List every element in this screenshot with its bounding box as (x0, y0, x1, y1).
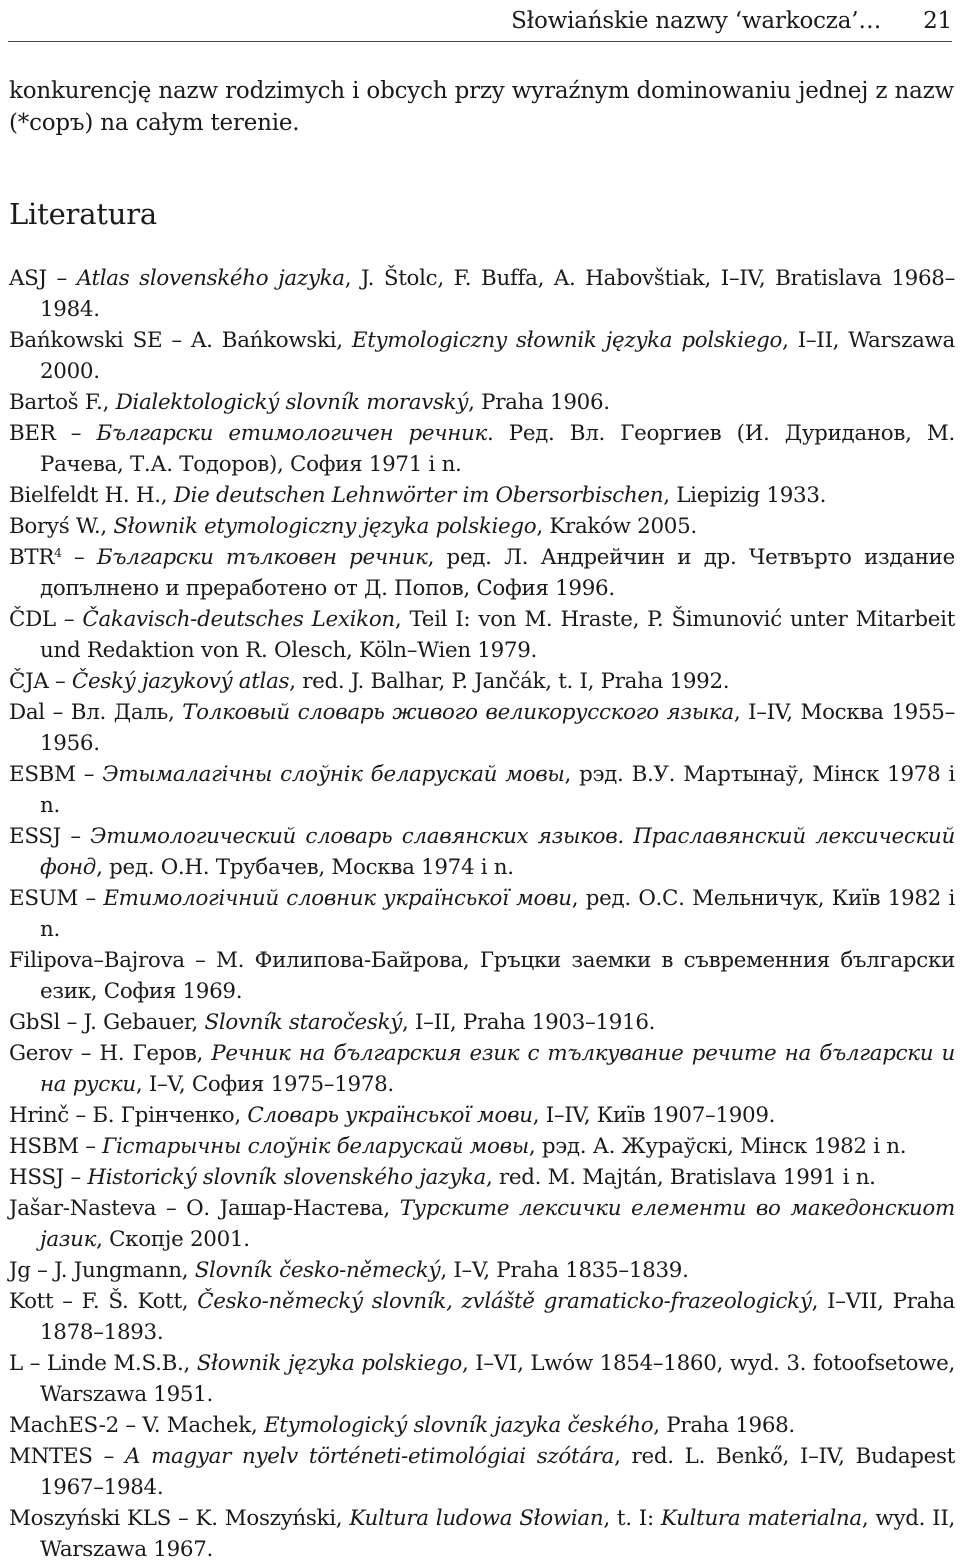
bib-author: F. Š. Kott, (81, 1289, 198, 1314)
bib-details: , Kraków 2005. (536, 514, 697, 539)
bib-title: Етимологічний словник української мови (103, 886, 572, 911)
bib-separator: – (55, 607, 83, 632)
bib-title: Речник на българския език с тълкувание речите на български и на руски (40, 1041, 955, 1097)
bib-details: , Liepizig 1933. (663, 483, 827, 508)
bib-entry (9, 511, 955, 542)
bib-separator: – (60, 824, 91, 849)
bib-entry (9, 480, 955, 511)
bib-title: Słownik języka polskiego (196, 1351, 462, 1376)
bib-author: Н. Геров, (99, 1041, 212, 1066)
bib-separator: – (68, 1103, 93, 1128)
bib-separator: – (48, 669, 72, 694)
running-header (0, 0, 952, 42)
bib-author: V. Machek, (142, 1413, 264, 1438)
bib-title: Etymologiczny słownik języka polskiego (351, 328, 783, 353)
bib-details: , I–II, Praha 1903–1916. (402, 1010, 656, 1035)
bib-entry (9, 1348, 955, 1410)
bib-title: Historický slovník slovenského jazyka (87, 1165, 486, 1190)
bib-separator: – (170, 1506, 196, 1531)
section-heading: Literatura (9, 197, 157, 231)
bib-details: , ред. О.Н. Трубачев, Москва 1974 i n. (96, 855, 514, 880)
bib-abbreviation: Bańkowski SE (9, 328, 163, 353)
bib-author: Linde M.S.B., (46, 1351, 197, 1376)
bib-details: , red. L. Benkő, I–IV, Budapest 1967–1984. (40, 1444, 956, 1500)
bib-title: Etymologický slovník jazyka českého (263, 1413, 654, 1438)
bib-entry (9, 325, 955, 387)
bib-entry (9, 1255, 955, 1286)
bib-title: Български етимологичен речник (96, 421, 487, 446)
bib-separator: – (61, 545, 97, 570)
bib-title: Этимологический словарь славянских языков. Праславянский лексический фонд (40, 824, 955, 880)
bib-author: A. Bańkowski, (190, 328, 352, 353)
bib-entry (9, 821, 955, 883)
bib-entry (9, 1162, 955, 1193)
bib-entry (9, 604, 955, 666)
bib-separator: – (72, 1041, 100, 1066)
bib-separator: – (63, 1165, 88, 1190)
bib-entry (9, 387, 955, 418)
bib-details: , рэд. А. Жураўскі, Мінск 1982 i n. (528, 1134, 907, 1159)
bib-abbreviation: Hrinč (9, 1103, 69, 1128)
bib-abbreviation: ESSJ (9, 824, 61, 849)
bib-details: , I–V, Praha 1835–1839. (440, 1258, 689, 1283)
bib-entry (9, 883, 955, 945)
bib-title: Český jazykový atlas (71, 669, 290, 694)
bib-title: Словарь української мови (247, 1103, 533, 1128)
bib-details: , ред. О.С. Мельничук, Київ 1982 i n. (40, 886, 955, 942)
bib-details: , I–VI, Lwów 1854–1860, wyd. 3. fotoofsetowe, Warszawa 1951. (40, 1351, 955, 1407)
bib-entry (9, 697, 955, 759)
bib-separator: , (160, 483, 174, 508)
bib-entry (9, 1038, 955, 1100)
bib-abbreviation: ESBM (9, 762, 76, 787)
bib-details: , ред. Л. Андрейчин и др. Четвърто издание допълнено и преработено от Д. Попов, София 1996. (40, 545, 955, 601)
bib-entry (9, 1503, 955, 1565)
bib-abbreviation: ASJ (9, 266, 47, 291)
bib-entry (9, 1441, 955, 1503)
bib-title: Турските лексички елементи во македонскиот јазик (40, 1196, 955, 1252)
bib-details: , wyd. II, Warszawa 1967. (40, 1506, 955, 1562)
bib-entry (9, 759, 955, 821)
bib-details: , I–IV, Київ 1907–1909. (532, 1103, 776, 1128)
bib-abbreviation: Boryś W. (9, 514, 101, 539)
bib-separator: – (60, 1010, 84, 1035)
bib-details: , Praha 1968. (653, 1413, 795, 1438)
bib-abbreviation: BER (9, 421, 56, 446)
bib-abbreviation: ČJA (9, 669, 49, 694)
bib-details: , Teil I: von M. Hraste, P. Šimunović unter Mitarbeit und Redaktion von R. Olesch, Köln–Wien 1979. (40, 607, 955, 663)
bib-separator: – (92, 1444, 125, 1469)
bib-title: Български тълковен речник (96, 545, 428, 570)
bib-separator: – (162, 328, 191, 353)
bib-entry (9, 666, 955, 697)
bib-author: K. Moszyński, (195, 1506, 350, 1531)
bib-author: J. Jungmann, (54, 1258, 195, 1283)
bib-entry (9, 418, 955, 480)
bib-abbreviation: MachES-2 (9, 1413, 119, 1438)
bib-abbreviation: GbSl (9, 1010, 61, 1035)
bib-entry (9, 1286, 955, 1348)
bib-abbreviation: Gerov (9, 1041, 73, 1066)
bib-title: Slovník česko-německý (194, 1258, 441, 1283)
bib-entry (9, 945, 955, 1007)
bib-abbreviation: Kott (9, 1289, 54, 1314)
header-rule (8, 41, 952, 42)
bib-title: Этымалагічны слоўнік беларускай мовы (102, 762, 565, 787)
bib-author: О. Јашар-Настева, (186, 1196, 400, 1221)
bibliography-list (9, 263, 955, 1565)
bib-title: Dialektologický slovník moravský (115, 390, 469, 415)
bib-abbreviation: L (9, 1351, 23, 1376)
bib-details: , J. Štolc, F. Buffa, A. Habovštiak, I–IV, Bratislava 1968–1984. (40, 266, 956, 322)
bib-details: , I–V, София 1975–1978. (135, 1072, 394, 1097)
bib-details: , Скопје 2001. (96, 1227, 250, 1252)
bib-details: , I–II, Warszawa 2000. (40, 328, 955, 384)
bib-separator: – (184, 948, 217, 973)
bib-title: A magyar nyelv történeti-etimológiai szótára (124, 1444, 615, 1469)
bib-author: М. Филипова-Байрова, Гръцки заемки в съвременния български език, София 1969. (40, 948, 955, 1004)
bib-abbreviation: Dal (9, 700, 45, 725)
bib-title: Гістарычны слоўнік беларускай мовы (102, 1134, 529, 1159)
bib-separator: – (44, 700, 71, 725)
bib-abbreviation: HSBM (9, 1134, 79, 1159)
bib-separator: – (78, 1134, 103, 1159)
bib-abbreviation: Jašar-Nasteva (9, 1196, 157, 1221)
bib-title: Atlas slovenského jazyka (76, 266, 345, 291)
bib-separator: , (102, 390, 116, 415)
bib-abbreviation: ČDL (9, 607, 56, 632)
bib-abbreviation: MNTES (9, 1444, 93, 1469)
bib-abbreviation: Filipova–Bajrova (9, 948, 185, 973)
bib-details: , t. I: (603, 1506, 661, 1531)
bib-details: . Ред. Вл. Георгиев (И. Дуриданов, М. Рачева, Т.А. Тодоров), София 1971 i n. (40, 421, 955, 477)
bib-title: Słownik etymologiczny języka polskiego (113, 514, 537, 539)
bib-title: Česko-německý slovník, zvláště gramaticko-frazeologický (197, 1289, 812, 1314)
bib-separator: – (30, 1258, 55, 1283)
bib-separator: – (156, 1196, 187, 1221)
bib-separator: – (75, 762, 103, 787)
bib-details: , рэд. В.У. Мартынаў, Мінск 1978 i n. (40, 762, 955, 818)
bib-title: Kultura materialna (660, 1506, 862, 1531)
running-title: Słowiańskie nazwy ‘warkocza’… (511, 8, 882, 34)
bib-entry (9, 1193, 955, 1255)
bib-title: Толковый словарь живого великорусского языка (182, 700, 734, 725)
page-number: 21 (923, 8, 952, 34)
bib-abbreviation: Bartoš F. (9, 390, 103, 415)
bib-title: Kultura ludowa Słowian (349, 1506, 604, 1531)
bib-separator: – (46, 266, 77, 291)
bib-separator: – (55, 421, 97, 446)
bib-entry (9, 1007, 955, 1038)
bib-details: , I–IV, Москва 1955–1956. (40, 700, 955, 756)
bib-author: Б. Грінченко, (92, 1103, 248, 1128)
bib-entry (9, 1131, 955, 1162)
bib-abbreviation: Jg (9, 1258, 31, 1283)
bib-details: , I–VII, Praha 1878–1893. (40, 1289, 956, 1345)
bib-abbreviation: HSSJ (9, 1165, 64, 1190)
intro-paragraph: konkurencję nazw rodzimych i obcych przy wyraźnym dominowaniu jednej z nazw (*соръ) na całym terenie. (9, 78, 954, 136)
bib-abbreviation: ESUM (9, 886, 78, 911)
bib-entry (9, 542, 955, 604)
bib-details: , Praha 1906. (468, 390, 610, 415)
bib-author: J. Gebauer, (83, 1010, 205, 1035)
bib-abbreviation: Bielfeldt H. H. (9, 483, 161, 508)
bib-separator: – (53, 1289, 82, 1314)
bib-separator: – (22, 1351, 47, 1376)
bib-details: , red. M. Majtán, Bratislava 1991 i n. (486, 1165, 876, 1190)
bib-separator: – (78, 886, 104, 911)
bib-abbreviation: BTR (9, 545, 55, 570)
bib-entry (9, 1410, 955, 1441)
bib-details: , red. J. Balhar, P. Jančák, t. I, Praha 1992. (289, 669, 730, 694)
bib-separator: – (118, 1413, 143, 1438)
bib-author: Вл. Даль, (70, 700, 183, 725)
bib-title: Čakavisch-deutsches Lexikon (82, 607, 395, 632)
bib-separator: , (100, 514, 114, 539)
bib-entry (9, 1100, 955, 1131)
bib-entry (9, 263, 955, 325)
bib-title: Die deutschen Lehnwörter im Obersorbischen (173, 483, 664, 508)
bib-title: Slovník staročeský (204, 1010, 403, 1035)
bib-abbreviation: Moszyński KLS (9, 1506, 171, 1531)
bib-superscript: 4 (54, 546, 62, 560)
